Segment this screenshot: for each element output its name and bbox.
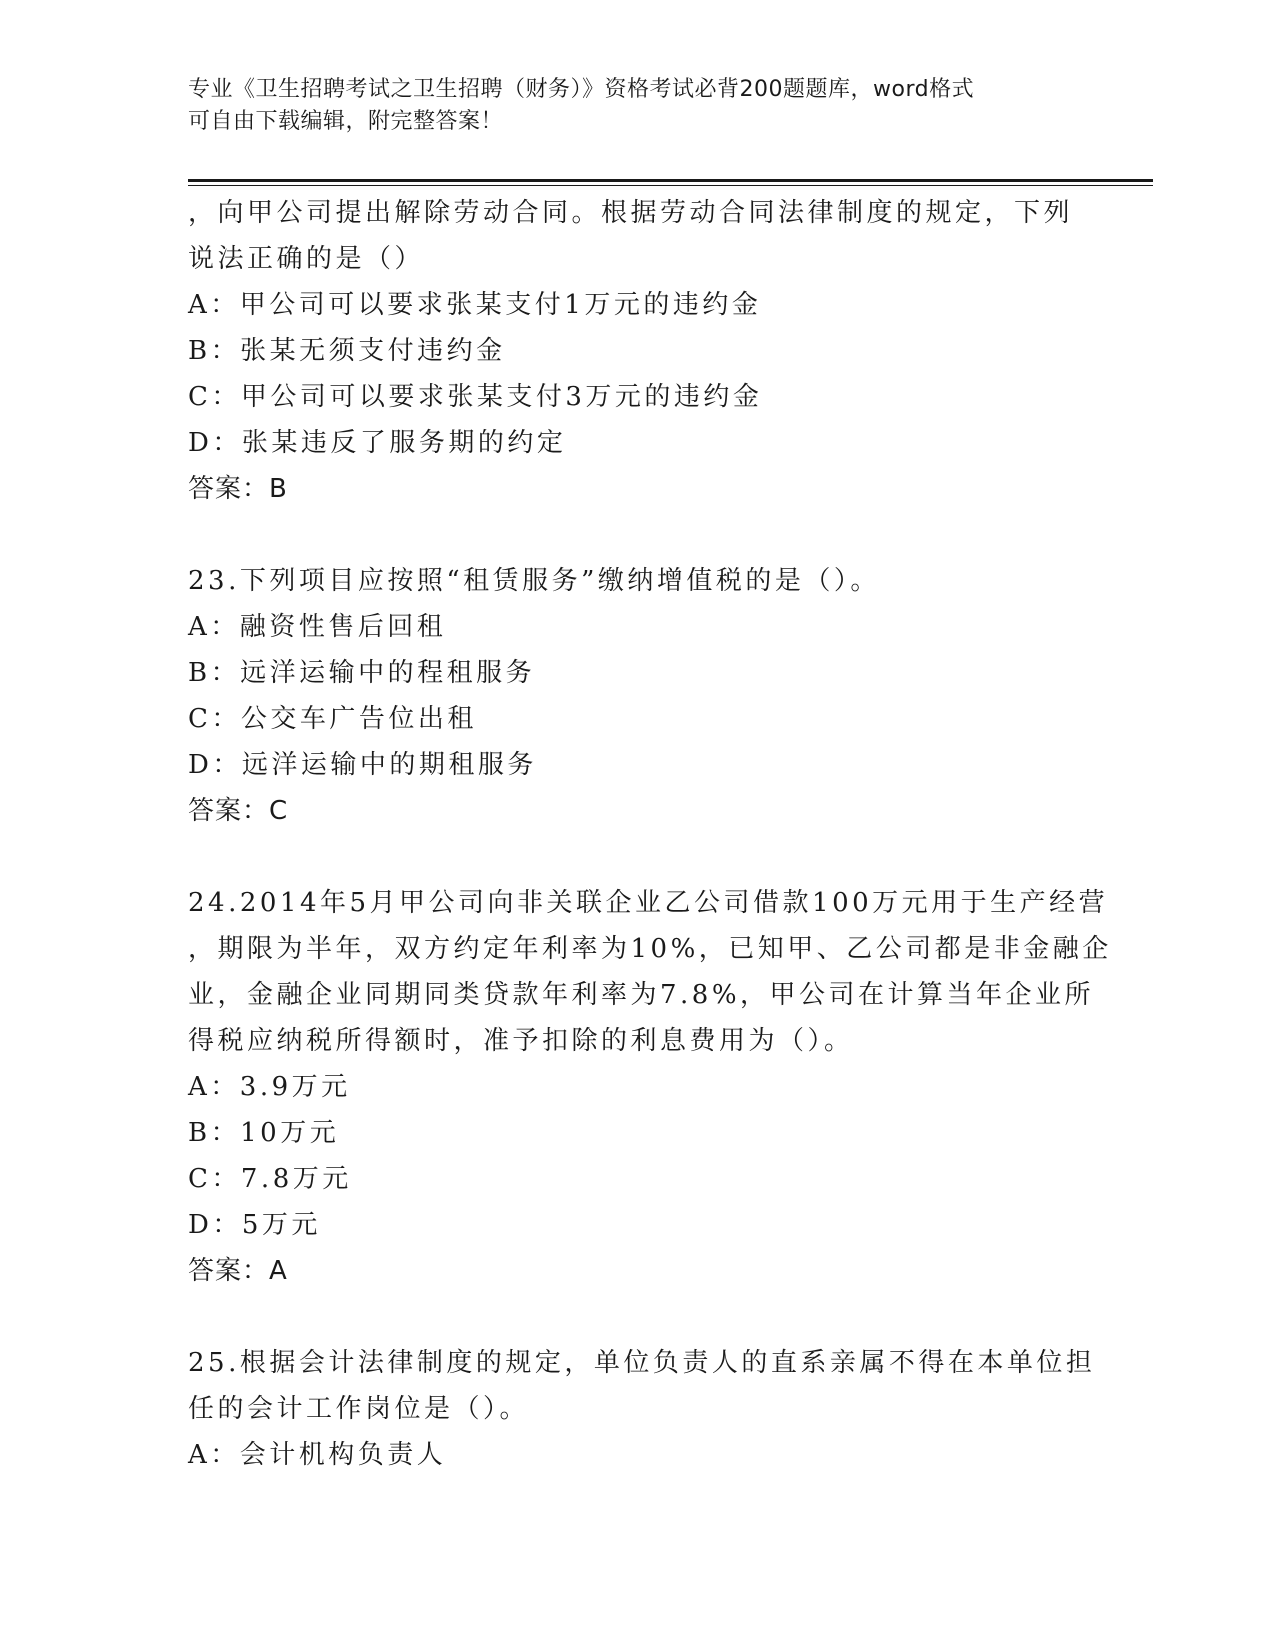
- option-b: B：远洋运输中的程租服务: [188, 658, 536, 688]
- spacer: [188, 1294, 1088, 1340]
- option-d: D：5万元: [188, 1210, 321, 1240]
- question-content: [188, 190, 1112, 1478]
- question-stem-line: 业，金融企业同期同类贷款年利率为7.8%，甲公司在计算当年企业所: [188, 980, 1095, 1010]
- option-c: C：公交车广告位出租: [188, 704, 477, 734]
- question-25: [188, 1340, 1096, 1478]
- question-stem-line: 25.根据会计法律制度的规定，单位负责人的直系亲属不得在本单位担: [188, 1348, 1096, 1378]
- question-stem-line: 得税应纳税所得额时，准予扣除的利息费用为（）。: [188, 1026, 854, 1056]
- header-title-line-2: 可自由下载编辑，附完整答案！: [188, 109, 504, 134]
- answer-line: 答案：B: [188, 474, 288, 504]
- option-a: A：融资性售后回租: [188, 612, 447, 642]
- spacer: [188, 834, 1088, 880]
- question-stem-line: 23.下列项目应按照“租赁服务”缴纳增值税的是（）。: [188, 566, 880, 596]
- question-stem-line: 说法正确的是（）: [188, 244, 425, 274]
- header-divider-thin: [188, 185, 1153, 186]
- question-23: [188, 558, 1088, 834]
- option-c: C：7.8万元: [188, 1164, 352, 1194]
- header-divider-thick: [188, 179, 1153, 182]
- header-title-line-1: 专业《卫生招聘考试之卫生招聘（财务）》资格考试必背200题题库，word格式: [188, 77, 975, 102]
- answer-line: 答案：C: [188, 796, 289, 826]
- answer-line: 答案：A: [188, 1256, 288, 1286]
- question-22: [188, 190, 1088, 512]
- option-b: B：10万元: [188, 1118, 340, 1148]
- question-stem-line: 24.2014年5月甲公司向非关联企业乙公司借款100万元用于生产经营: [188, 888, 1109, 918]
- question-stem-line: ，期限为半年，双方约定年利率为10%，已知甲、乙公司都是非金融企: [188, 934, 1112, 964]
- option-d: D：张某违反了服务期的约定: [188, 428, 567, 458]
- option-a: A：甲公司可以要求张某支付1万元的违约金: [188, 290, 762, 320]
- question-stem-line: 任的会计工作岗位是（）。: [188, 1394, 530, 1424]
- option-a: A：会计机构负责人: [188, 1440, 447, 1470]
- question-stem-line: ，向甲公司提出解除劳动合同。根据劳动合同法律制度的规定，下列: [188, 198, 1074, 228]
- option-c: C：甲公司可以要求张某支付3万元的违约金: [188, 382, 763, 412]
- option-a: A：3.9万元: [188, 1072, 351, 1102]
- question-24: [188, 880, 1112, 1294]
- option-d: D：远洋运输中的期租服务: [188, 750, 537, 780]
- spacer: [188, 512, 1088, 558]
- option-b: B：张某无须支付违约金: [188, 336, 506, 366]
- document-header: [188, 74, 1088, 138]
